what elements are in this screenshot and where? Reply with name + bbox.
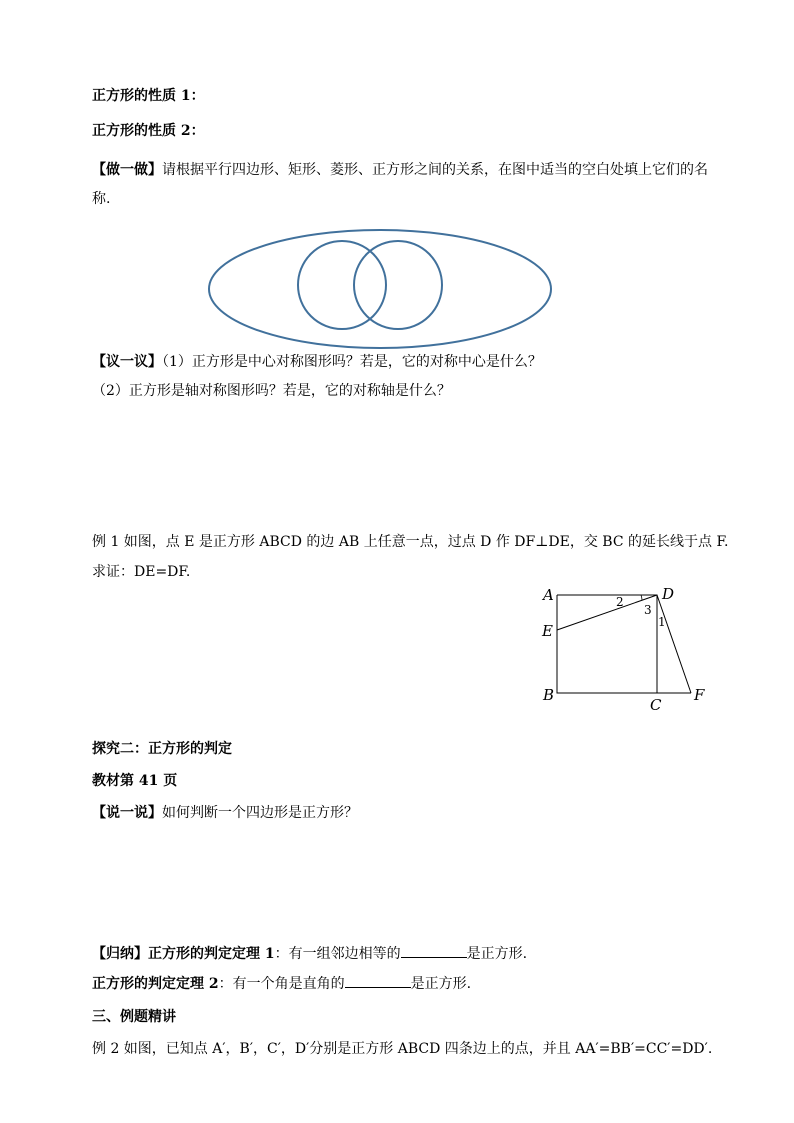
activity-do-tag: 【做一做】 — [92, 162, 162, 178]
square-abcd — [557, 595, 657, 693]
segment-df — [657, 595, 691, 693]
segment-ed — [557, 595, 657, 630]
label-e: E — [542, 622, 553, 640]
discuss-tag: 【议一议】 — [92, 354, 162, 370]
angle-1-label: 1 — [658, 615, 666, 629]
textbook-page: 教材第 41 页 — [92, 773, 178, 789]
right-circle — [354, 241, 442, 329]
outer-ellipse — [209, 230, 551, 348]
label-d: D — [662, 585, 675, 603]
label-c: C — [650, 696, 662, 714]
label-b: B — [543, 686, 555, 704]
activity-do-text: 请根据平行四边形、矩形、菱形、正方形之间的关系，在图中适当的空白处填上它们的名 — [162, 162, 708, 178]
example-1: 例 1 如图，点 E 是正方形 ABCD 的边 AB 上任意一点，过点 D 作 DF⊥DE，交 BC 的延长线于点 F. — [92, 534, 729, 550]
activity-do — [92, 160, 708, 180]
discuss-q2: （2）正方形是轴对称图形吗？若是，它的对称轴是什么？ — [92, 383, 451, 399]
summary-theorem-1 — [92, 943, 527, 964]
example-1-proof: 求证：DE=DF. — [92, 564, 191, 580]
theorem-2-label: 正方形的判定定理 2 — [92, 976, 219, 992]
activity-do-cont: 称. — [92, 191, 111, 207]
explore-2-heading: 探究二：正方形的判定 — [92, 741, 232, 757]
left-circle — [298, 241, 386, 329]
venn-diagram — [204, 226, 556, 352]
section-3-heading: 三、例题精讲 — [92, 1009, 176, 1025]
angle-2-label: 2 — [616, 595, 624, 609]
label-a: A — [543, 586, 554, 604]
label-f: F — [694, 686, 705, 704]
theorem-2-pre: ：有一个角是直角的 — [218, 976, 345, 992]
activity-say-text: 如何判断一个四边形是正方形？ — [162, 805, 358, 821]
theorem-1-pre: ：有一组邻边相等的 — [274, 946, 401, 962]
example-2: 例 2 如图，已知点 A′，B′，C′，D′分别是正方形 ABCD 四条边上的点，并且 AA′=BB′=CC′=DD′. — [92, 1041, 713, 1057]
theorem-2-post: 是正方形. — [410, 976, 472, 992]
angle-3-label: 3 — [644, 603, 652, 617]
property-2: 正方形的性质 2： — [92, 123, 205, 139]
summary-tag: 【归纳】 — [92, 946, 148, 962]
theorem-2-blank — [345, 973, 411, 988]
discuss-q1-text: （1）正方形是中心对称图形吗？若是，它的对称中心是什么？ — [162, 354, 542, 370]
property-1: 正方形的性质 1： — [92, 88, 205, 104]
theorem-1-blank — [401, 943, 467, 958]
theorem-1-label: 正方形的判定定理 1 — [148, 946, 275, 962]
activity-say-tag: 【说一说】 — [92, 805, 162, 821]
activity-say — [92, 803, 358, 823]
square-figure — [536, 582, 716, 714]
theorem-2 — [92, 973, 471, 994]
discuss-q1 — [92, 352, 542, 372]
angle-2-arc — [641, 595, 642, 600]
theorem-1-post: 是正方形. — [466, 946, 528, 962]
